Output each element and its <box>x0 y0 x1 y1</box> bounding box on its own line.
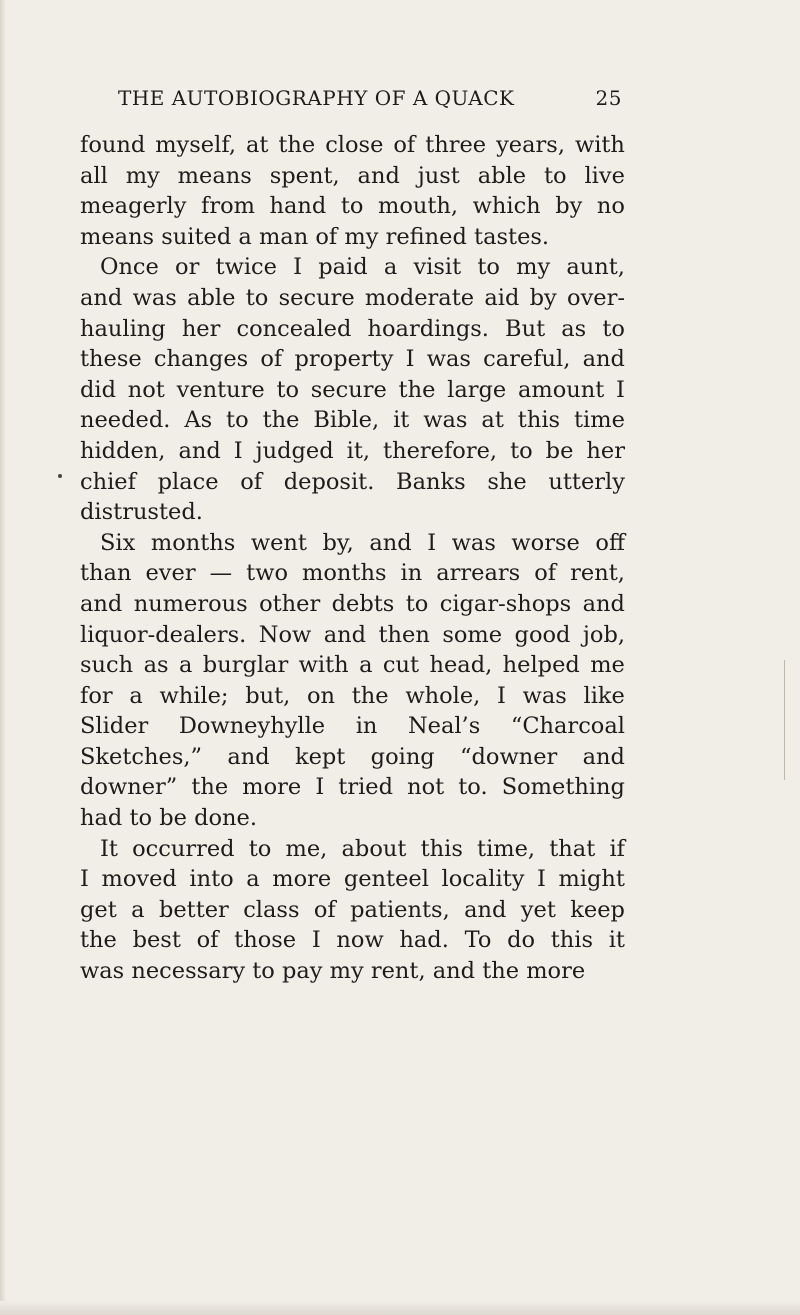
paragraph <box>80 252 625 527</box>
text-line: the best of those I now had. To do this it <box>80 927 625 954</box>
margin-mark <box>58 474 62 478</box>
text-line: needed. As to the Bible, it was at this time <box>80 407 625 434</box>
page-edge-shadow <box>0 0 6 1315</box>
text-line: Slider Downeyhylle in Neal’s “Charcoal <box>80 713 625 740</box>
text-line: distrusted. <box>80 499 203 526</box>
text-line: such as a burglar with a cut head, helped me <box>80 652 625 679</box>
text-line: liquor-dealers. Now and then some good job, <box>80 621 625 648</box>
page-edge-bottom <box>0 1301 800 1315</box>
paragraph <box>80 834 625 987</box>
page-number: 25 <box>595 86 622 110</box>
text-line: found myself, at the close of three years, with <box>80 132 625 158</box>
text-line: hidden, and I judged it, therefore, to be her <box>80 437 625 464</box>
text-line: these changes of property I was careful, and <box>80 346 625 373</box>
running-head-title: THE AUTOBIOGRAPHY OF A QUACK <box>118 86 515 110</box>
text-line: for a while; but, on the whole, I was like <box>80 682 625 709</box>
text-line: Once or twice I paid a visit to my aunt, <box>100 254 625 281</box>
text-line: means suited a man of my refined tastes. <box>80 223 550 250</box>
text-line: did not venture to secure the large amount I <box>80 376 625 403</box>
text-line: I moved into a more genteel locality I might <box>80 866 625 893</box>
text-line: meagerly from hand to mouth, which by no <box>80 193 625 220</box>
text-line: Six months went by, and I was worse off <box>100 529 625 556</box>
text-line: had to be done. <box>80 805 257 832</box>
margin-rule <box>784 660 785 780</box>
text-line: Sketches,” and kept going “downer and <box>80 743 625 770</box>
text-line: get a better class of patients, and yet keep <box>80 896 625 923</box>
text-line: downer” the more I tried not to. Something <box>80 774 625 801</box>
text-line: and numerous other debts to cigar-shops and <box>80 590 625 617</box>
running-head <box>118 86 622 116</box>
text-line: than ever — two months in arrears of rent, <box>80 560 625 587</box>
text-line: hauling her concealed hoardings. But as to <box>80 315 625 342</box>
text-line: all my means spent, and just able to live <box>80 162 625 189</box>
paragraph <box>80 130 625 252</box>
text-line: chief place of deposit. Banks she utterly <box>80 468 625 495</box>
paragraph <box>80 528 625 834</box>
text-line: and was able to secure moderate aid by over- <box>80 284 625 311</box>
body-text <box>80 130 625 987</box>
text-line: It occurred to me, about this time, that if <box>100 835 625 862</box>
text-line: was necessary to pay my rent, and the more <box>80 958 586 985</box>
